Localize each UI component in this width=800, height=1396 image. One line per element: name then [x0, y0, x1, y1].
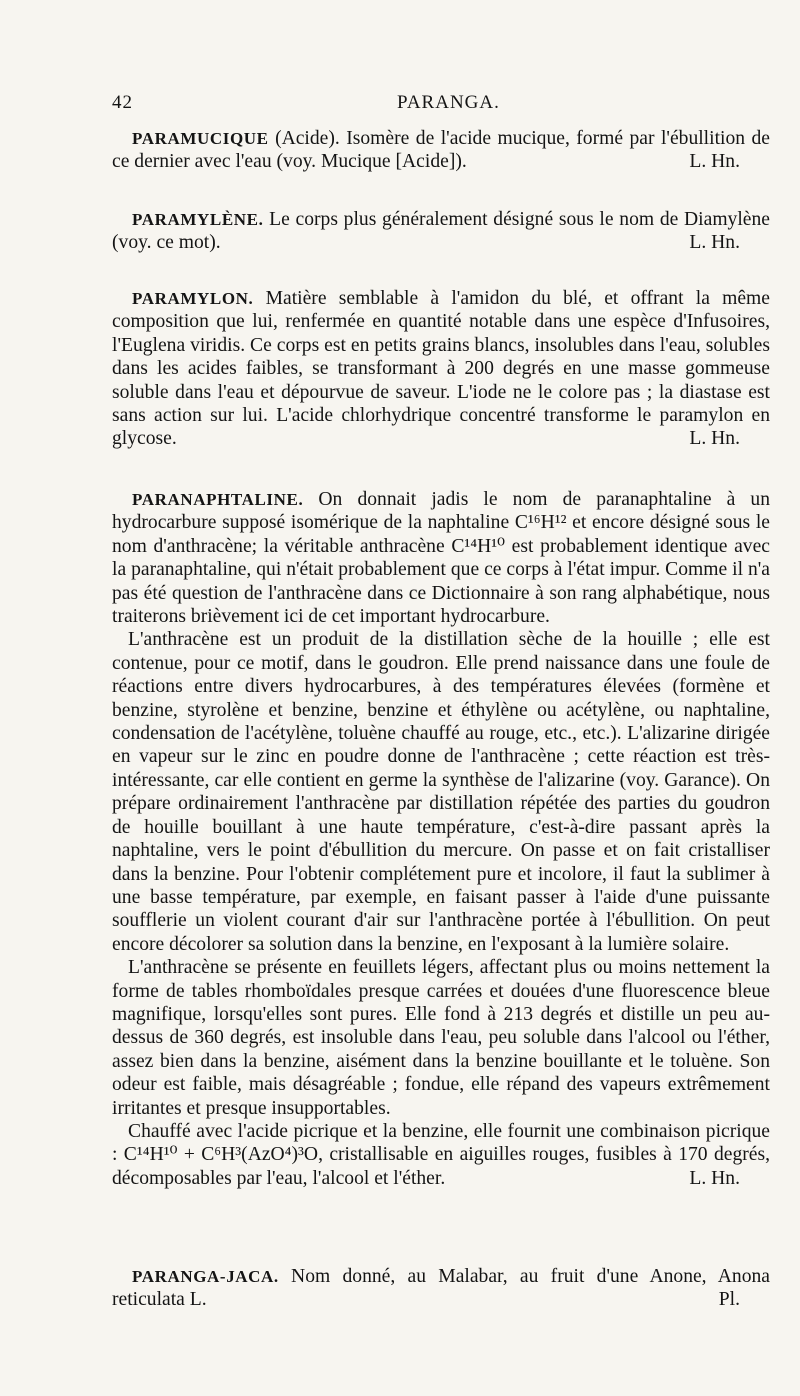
- page-header: [112, 92, 770, 120]
- entry-text: On donnait jadis le nom de paranaphtaline à un hydrocarbure supposé isomérique de la naphtaline C¹⁶H¹² et encore désigné sous le nom d'anthracène; la véritable anthracène C¹⁴H¹⁰ est probablement identique avec la paranaphtaline, qui n'était probablement que ce corps à l'état impur. Comme il n'a pas été question de l'anthracène dans ce Dictionnaire à son rang alphabétique, nous traiterons brièvement ici de cet important hydrocarbure.: [112, 489, 770, 628]
- entry-text: Chauffé avec l'acide picrique et la benzine, elle fournit une combinaison picrique : C¹⁴H¹⁰ + C⁶H³(AzO⁴)³O, cristallisable en aiguilles rouges, fusibles à 170 degrés, décomposables par l'eau, l'alcool et l'éther.: [112, 1120, 770, 1189]
- entry-headword: PARAMYLÈNE.: [132, 210, 264, 229]
- entry-paragraph: [112, 287, 770, 451]
- entry-signature: L. Hn.: [689, 151, 740, 173]
- entry-text: (Acide). Isomère de l'acide mucique, formé par l'ébullition de ce dernier avec l'eau (voy. Mucique [Acide]).: [112, 128, 770, 173]
- entry-paragraph: [112, 1265, 770, 1312]
- entry-headword: PARANAPHTALINE.: [132, 490, 304, 509]
- entry-paranga-jaca: [112, 1265, 770, 1312]
- entry-headword: PARAMYLON.: [132, 289, 254, 308]
- entry-paragraph: [112, 1120, 770, 1190]
- entry-paramucique: [112, 127, 770, 174]
- entry-text: Matière semblable à l'amidon du blé, et offrant la même composition que lui, renfermée en quantité notable dans une espèce d'Infusoires, l'Euglena viridis. Ce corps est en petits grains blancs, insolubles dans l'eau, solubles dans les acides faibles, se transformant à 200 degrés en une masse gommeuse soluble dans l'eau et dépourvue de saveur. L'iode ne le colore pas ; la diastase est sans action sur lui. L'acide chlorhydrique concentré transforme le paramylon en glycose.: [112, 288, 770, 450]
- entry-paragraph: L'anthracène est un produit de la distillation sèche de la houille ; elle est contenue, pour ce motif, dans le goudron. Elle prend naissance dans une foule de réactions entre divers hydrocarbures, à des températures élevées (formène et benzine, styrolène et benzine, benzine et éthylène ou acétylène, ou naphtaline, condensation de l'acétylène, toluène chauffé au rouge, etc., etc.). L'alizarine dirigée en vapeur sur le zinc en poudre donne de l'anthracène ; cette réaction est très-intéressante, car elle contient en germe la synthèse de l'alizarine (voy. Garance). On prépare ordinairement l'anthracène par distillation répétée des parties du goudron de houille bouillant à une haute température, c'est-à-dire passant après la naphtaline, vers le point d'ébullition du mercure. On passe et on fait cristalliser dans la benzine. Pour l'obtenir complétement pure et incolore, il faut la sublimer à une basse température, par exemple, en faisant passer à l'aide d'une puissante soufflerie un violent courant d'air sur l'anthracène portée à l'ébullition. On peut encore décolorer sa solution dans la benzine, en l'exposant à la lumière solaire.: [112, 629, 770, 955]
- entry-paramylon: [112, 287, 770, 451]
- entry-text: Nom donné, au Malabar, au fruit d'une Anone, Anona reticulata L.: [112, 1266, 770, 1311]
- entry-headword: PARAMUCIQUE: [132, 129, 269, 148]
- running-title: PARANGA.: [397, 92, 500, 113]
- entry-signature: L. Hn.: [689, 1167, 740, 1189]
- entry-paranaphtaline: [112, 488, 770, 1190]
- entry-paramylene: [112, 208, 770, 255]
- entry-text: Le corps plus généralement désigné sous le nom de Diamylène (voy. ce mot).: [112, 209, 770, 254]
- page-number: 42: [112, 92, 133, 113]
- entry-paragraph: L'anthracène se présente en feuillets légers, affectant plus ou moins nettement la forme de tables rhomboïdales presque carrées et douées d'une fluorescence bleue magnifique, lorsqu'elles sont pures. Elle fond à 213 degrés et distille un peu au-dessus de 360 degrés, est insoluble dans l'eau, peu soluble dans l'alcool ou l'éther, assez bien dans la benzine, aisément dans la benzine bouillante et le toluène. Son odeur est faible, mais désagréable ; fondue, elle répand des vapeurs extrêmement irritantes et presque insupportables.: [112, 957, 770, 1119]
- entry-paragraph: [112, 488, 770, 628]
- entry-signature: L. Hn.: [689, 428, 740, 450]
- entry-headword: PARANGA-JACA.: [132, 1267, 279, 1286]
- entry-paragraph: [112, 208, 770, 255]
- entry-signature: Pl.: [718, 1289, 740, 1311]
- entry-paragraph: [112, 127, 770, 174]
- entry-signature: L. Hn.: [689, 232, 740, 254]
